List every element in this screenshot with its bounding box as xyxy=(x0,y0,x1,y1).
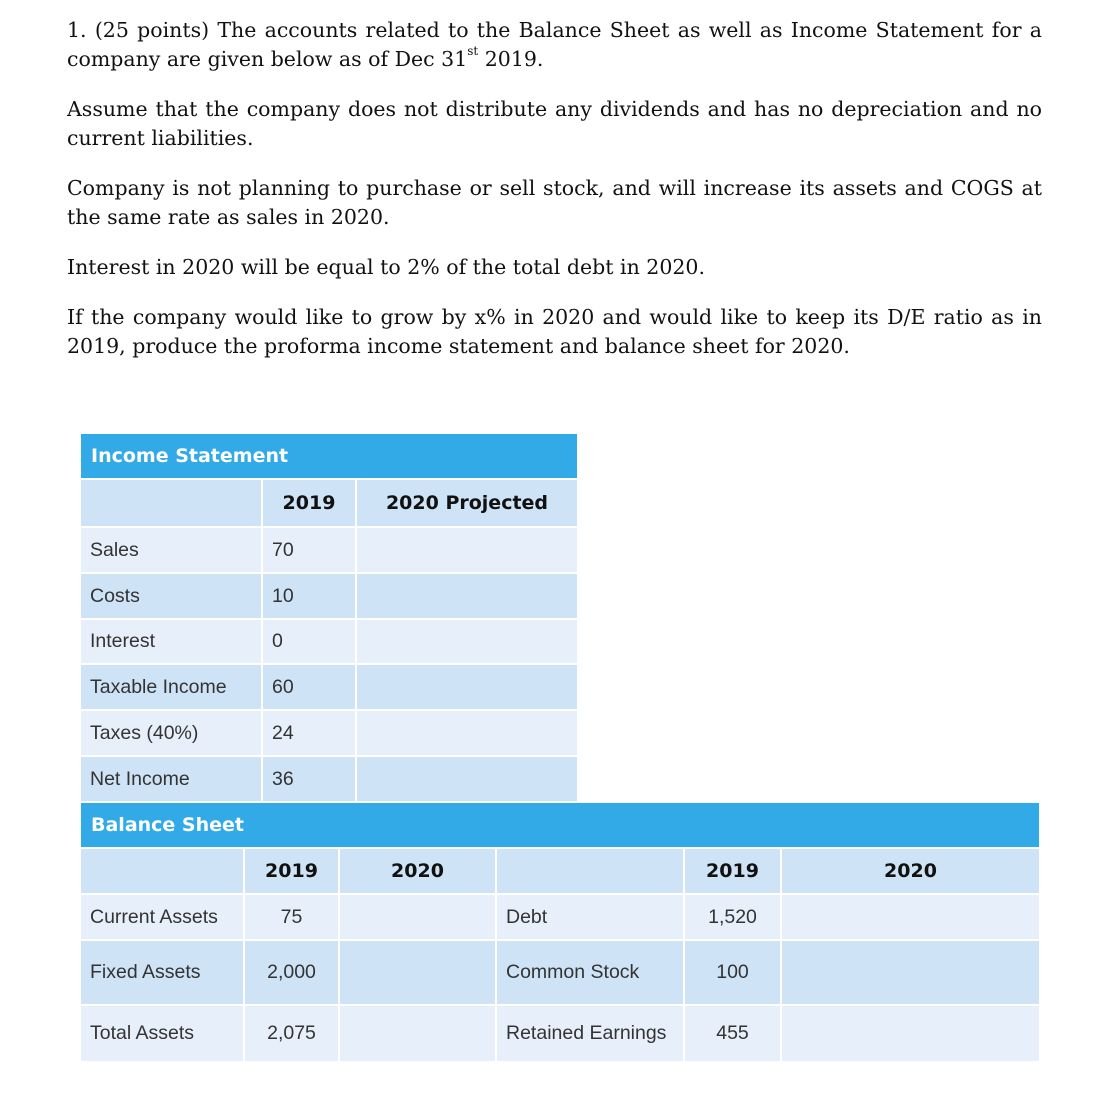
bs-asset-2020 xyxy=(340,895,495,939)
bs-header-empty xyxy=(81,849,243,893)
bs-asset-2020 xyxy=(340,941,495,1004)
is-row-2019: 10 xyxy=(263,574,355,618)
bs-header-assets-2019: 2019 xyxy=(245,849,338,893)
question-number: 1. xyxy=(67,18,87,42)
ordinal-suffix: st xyxy=(467,44,479,59)
bs-asset-label: Current Assets xyxy=(81,895,243,939)
is-header-empty xyxy=(81,480,261,526)
is-row-2020 xyxy=(357,620,577,663)
bs-liab-2019: 455 xyxy=(685,1006,780,1061)
bs-liab-2019: 100 xyxy=(685,941,780,1004)
bs-asset-2020 xyxy=(340,1006,495,1061)
is-row-2019: 70 xyxy=(263,528,355,572)
bs-liab-2020 xyxy=(782,941,1039,1004)
is-row-2019: 0 xyxy=(263,620,355,663)
is-row-label: Costs xyxy=(81,574,261,618)
bs-liab-2020 xyxy=(782,1006,1039,1061)
question-paragraph-3: Company is not planning to purchase or sell stock, and will increase its assets and COGS at the same rate as sales in 2020. xyxy=(67,176,1042,229)
bs-header-liab-2020: 2020 xyxy=(782,849,1039,893)
bs-liab-label: Common Stock xyxy=(497,941,683,1004)
bs-liab-2020 xyxy=(782,895,1039,939)
bs-header-assets-2020: 2020 xyxy=(340,849,495,893)
bs-asset-2019: 2,000 xyxy=(245,941,338,1004)
is-header-2020: 2020 Projected xyxy=(357,480,577,526)
balance-sheet-title: Balance Sheet xyxy=(81,803,1039,847)
bs-liab-label: Retained Earnings xyxy=(497,1006,683,1061)
question-text-end: 2019. xyxy=(478,47,544,71)
bs-header-empty-right xyxy=(497,849,683,893)
is-row-label: Taxable Income xyxy=(81,665,261,709)
is-row-2020 xyxy=(357,757,577,801)
bs-asset-label: Fixed Assets xyxy=(81,941,243,1004)
bs-asset-label: Total Assets xyxy=(81,1006,243,1061)
question-paragraph-4: Interest in 2020 will be equal to 2% of the total debt in 2020. xyxy=(67,255,705,279)
is-row-2020 xyxy=(357,574,577,618)
is-row-label: Sales xyxy=(81,528,261,572)
is-row-label: Net Income xyxy=(81,757,261,801)
is-row-label: Taxes (40%) xyxy=(81,711,261,755)
question-text: (25 points) The accounts related to the Balance Sheet as well as Income Statement for a company are given below as of Dec 31 xyxy=(67,18,1042,71)
question-paragraph-2: Assume that the company does not distribute any dividends and has no depreciation and no current liabilities. xyxy=(67,97,1042,150)
is-row-2020 xyxy=(357,711,577,755)
question-paragraph-5: If the company would like to grow by x% in 2020 and would like to keep its D/E ratio as in 2019, produce the proforma income statement and balance sheet for 2020. xyxy=(67,305,1042,358)
bs-liab-2019: 1,520 xyxy=(685,895,780,939)
is-row-2019: 24 xyxy=(263,711,355,755)
income-statement-title: Income Statement xyxy=(81,434,577,478)
is-row-label: Interest xyxy=(81,620,261,663)
is-row-2019: 60 xyxy=(263,665,355,709)
bs-header-liab-2019: 2019 xyxy=(685,849,780,893)
is-row-2020 xyxy=(357,528,577,572)
bs-asset-2019: 2,075 xyxy=(245,1006,338,1061)
bs-asset-2019: 75 xyxy=(245,895,338,939)
bs-liab-label: Debt xyxy=(497,895,683,939)
is-row-2020 xyxy=(357,665,577,709)
is-row-2019: 36 xyxy=(263,757,355,801)
is-header-2019: 2019 xyxy=(263,480,355,526)
question-paragraph-1 xyxy=(67,16,1042,74)
